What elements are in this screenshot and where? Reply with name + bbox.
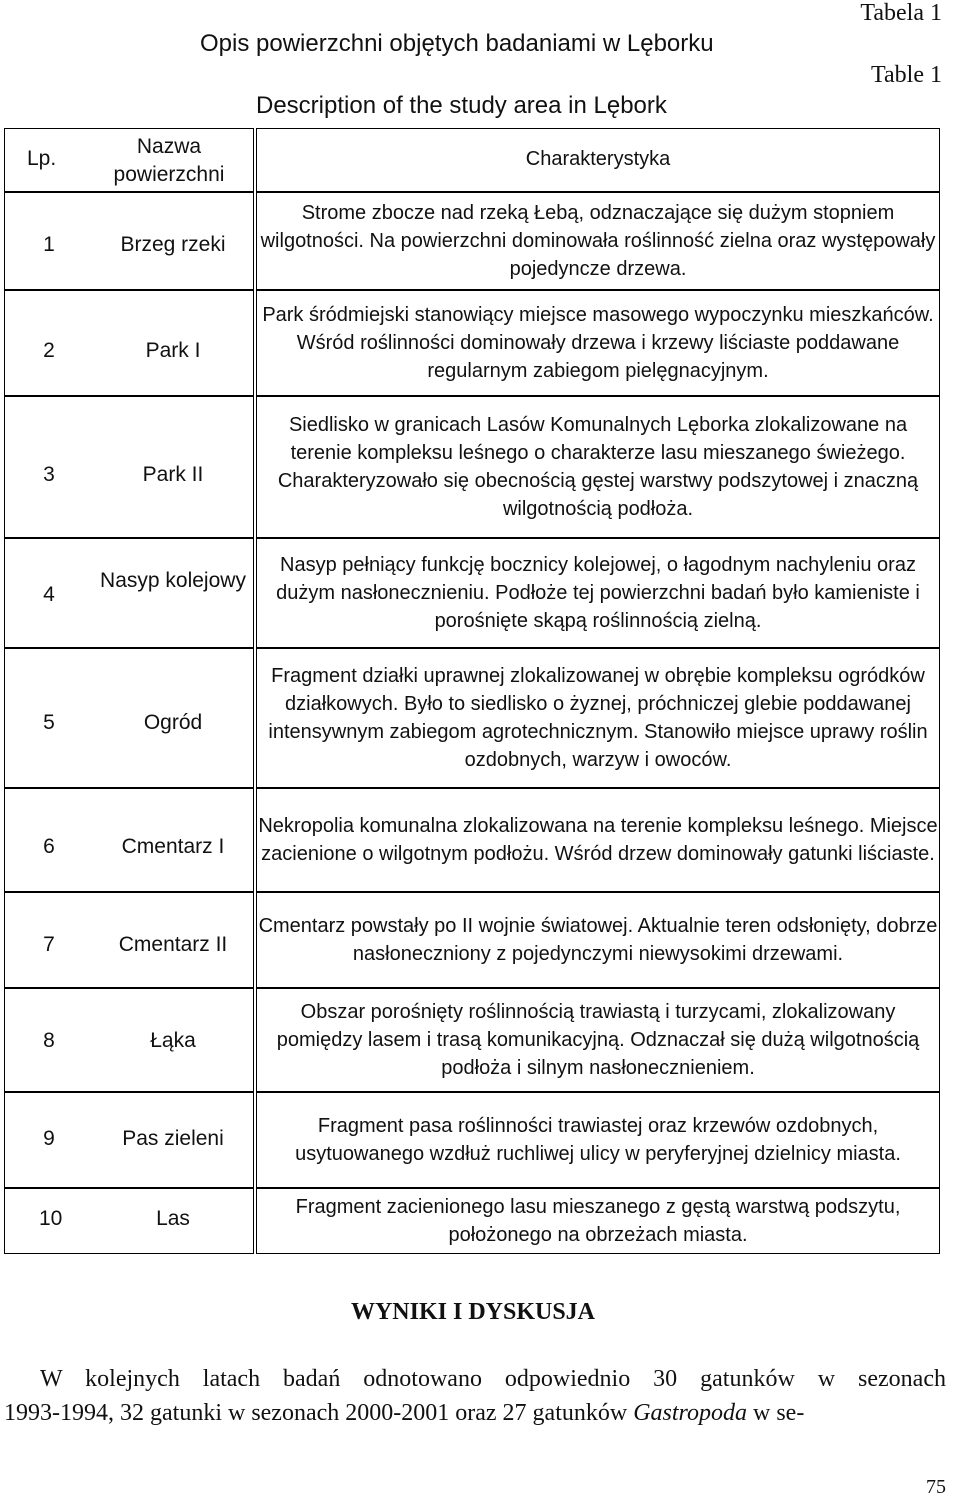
row-description: Fragment zacienionego lasu mieszanego z gęstą warstwą podszytu, położonego na obrzeżach miasta.	[256, 1188, 940, 1254]
row-description: Strome zbocze nad rzeką Łebą, odznaczające się dużym stopniem wilgotności. Na powierzchni dominowała roślinność zielna oraz występowały pojedyncze drzewa.	[256, 192, 940, 290]
table-title-pl: Opis powierzchni objętych badaniami w Lęborku	[200, 30, 714, 57]
row-name: Park I	[145, 339, 201, 362]
row-lp-name-cell	[4, 1188, 254, 1254]
table-label-en: Table 1	[871, 62, 942, 88]
row-lp-name-cell	[4, 988, 254, 1092]
row-lp-name-cell	[4, 396, 254, 538]
table-label-pl: Tabela 1	[860, 0, 942, 26]
row-description: Cmentarz powstały po II wojnie światowej. Aktualnie teren odsłonięty, dobrze nasłoneczniony z pojedynczymi niewysokimi drzewami.	[256, 892, 940, 988]
row-number: 7	[43, 933, 55, 956]
row-lp-name-cell	[4, 192, 254, 290]
row-description: Fragment działki uprawnej zlokalizowanej w obrębie kompleksu ogródków działkowych. Było to siedlisko o żyznej, próchniczej glebie poddawanej intensywnym zabiegom agrotechnicznym. Stanowiło miejsce uprawy roślin ozdobnych, warzyw i owoców.	[256, 648, 940, 788]
row-name: Pas zieleni	[122, 1127, 224, 1150]
row-lp-name-cell	[4, 1092, 254, 1188]
row-description: Obszar porośnięty roślinnością trawiastą i turzycami, zlokalizowany pomiędzy lasem i trasą komunikacyjną. Odznaczał się dużą wilgotnością podłoża i silnym nasłonecznieniem.	[256, 988, 940, 1092]
row-description: Fragment pasa roślinności trawiastej oraz krzewów ozdobnych, usytuowanego wzdłuż ruchliwej ulicy w peryferyjnej dzielnicy miasta.	[256, 1092, 940, 1188]
row-lp-name-cell	[4, 290, 254, 396]
row-number: 6	[43, 835, 55, 858]
paragraph-line-2	[4, 1396, 946, 1430]
row-name: Cmentarz II	[118, 933, 228, 956]
row-description: Nasyp pełniący funkcję bocznicy kolejowej, o łagodnym nachyleniu oraz dużym nasłonecznieniu. Podłoże tej powierzchni badań było kamieniste i porośnięte skąpą roślinnością zielną.	[256, 538, 940, 648]
row-description: Park śródmiejski stanowiący miejsce masowego wypoczynku mieszkańców. Wśród roślinności dominowały drzewa i krzewy liściaste poddawane regularnym zabiegom pielęgnacyjnym.	[256, 290, 940, 396]
paragraph-text: 1993-1994, 32 gatunki w sezonach 2000-2001 oraz 27 gatunków	[4, 1400, 634, 1426]
header-name: Nazwa powierzchni	[113, 135, 225, 186]
taxon-name: Gastropoda	[633, 1400, 747, 1426]
row-number: 1	[43, 233, 55, 256]
row-name: Nasyp kolejowy	[100, 569, 246, 592]
row-lp-name-cell	[4, 648, 254, 788]
header-characteristic: Charakterystyka	[256, 128, 940, 192]
row-number: 5	[43, 711, 55, 734]
row-name: Cmentarz I	[121, 835, 225, 858]
paragraph-text: w se-	[747, 1400, 805, 1426]
row-number: 10	[39, 1207, 63, 1230]
section-heading: WYNIKI I DYSKUSJA	[350, 1299, 596, 1325]
row-description: Siedlisko w granicach Lasów Komunalnych Lęborka zlokalizowane na terenie kompleksu leśnego o charakterze lasu mieszanego świeżego. Charakteryzowało się obecnością gęstej warstwy podszytowej i znaczną wilgotnością podłoża.	[256, 396, 940, 538]
row-name: Ogród	[143, 711, 203, 734]
row-name: Brzeg rzeki	[120, 233, 226, 256]
row-number: 3	[43, 463, 55, 486]
row-lp-name-cell	[4, 788, 254, 892]
header-lp: Lp.	[27, 147, 57, 170]
table-title-en: Description of the study area in Lębork	[256, 92, 667, 119]
row-number: 9	[43, 1127, 55, 1150]
page-number: 75	[926, 1476, 946, 1498]
row-name: Łąka	[150, 1029, 196, 1052]
row-description: Nekropolia komunalna zlokalizowana na terenie kompleksu leśnego. Miejsce zacienione o wilgotnym podłożu. Wśród drzew dominowały gatunki liściaste.	[256, 788, 940, 892]
row-lp-name-cell	[4, 892, 254, 988]
row-lp-name-cell	[4, 538, 254, 648]
row-number: 8	[43, 1029, 55, 1052]
body-paragraph	[4, 1362, 946, 1430]
row-number: 2	[43, 339, 55, 362]
row-name: Las	[156, 1207, 190, 1230]
row-name: Park II	[142, 463, 204, 486]
paragraph-line-1: W kolejnych latach badań odnotowano odpowiednio 30 gatunków w sezonach	[40, 1366, 946, 1392]
header-lp-name-box	[4, 128, 254, 192]
row-number: 4	[43, 583, 55, 606]
